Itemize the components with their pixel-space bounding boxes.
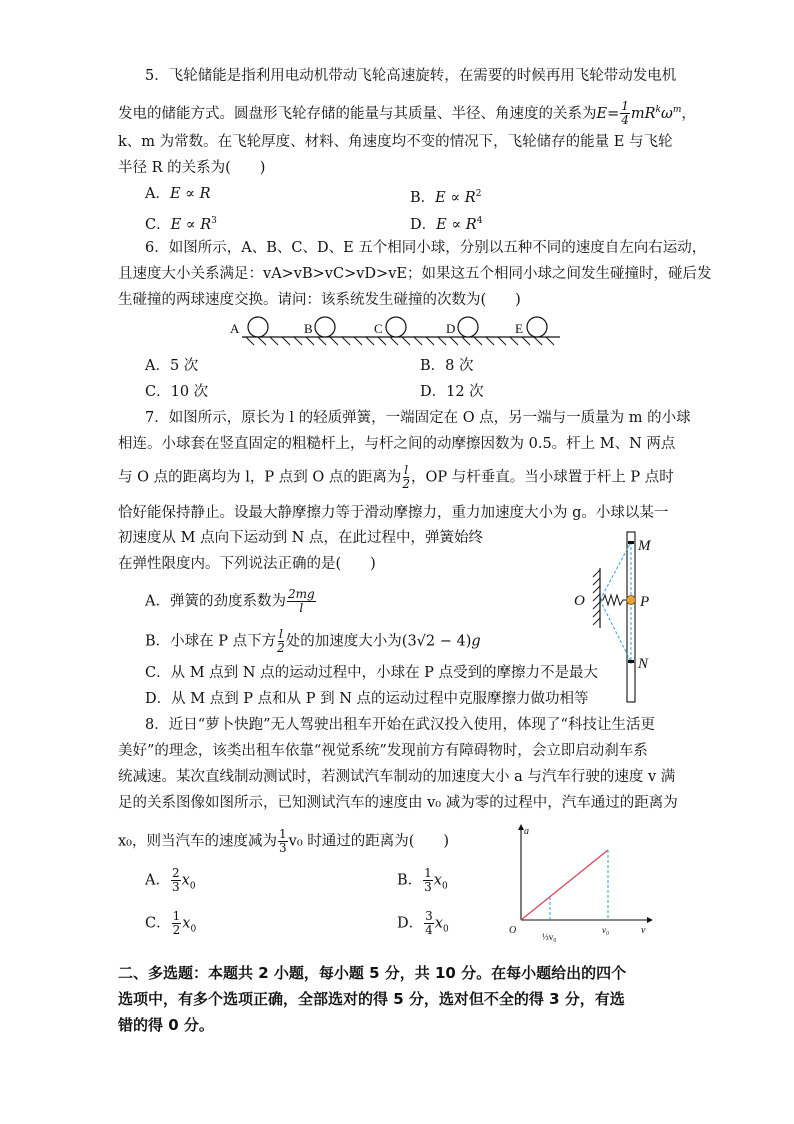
q6-line2: 且速度大小关系满足：vA>vB>vC>vD>vE；如果这五个相同小球之间发生碰撞时，碰后发	[118, 266, 712, 282]
origin-label: O	[509, 925, 517, 936]
q5-formula: E= $\frac{1}{4}$ $mR^k\omega^m$	[596, 99, 682, 128]
q7-line3: 与 O 点的距离均为 l，P 点到 O 点的距离为 $\frac{l}{2}$ ，OP 与杆垂直。当小球置于杆上 P 点时	[118, 463, 674, 491]
ball-d	[458, 317, 478, 337]
q8-line5: x₀，则当汽车的速度减为 $\frac{1}{3}$ v₀ 时通过的距离为( )	[118, 827, 450, 855]
q5-line1: 5．飞轮储能是指利用电动机带动飞轮高速旋转，在需要的时候再用飞轮带动发电机	[145, 68, 677, 84]
label-o: O	[574, 593, 585, 609]
q5-option-d[interactable]: D．$E \propto R^4$	[410, 216, 483, 233]
ball-b	[315, 317, 335, 337]
v0-label: v₀	[602, 925, 610, 935]
q8-line1: 8．近日“萝卜快跑”无人驾驶出租车开始在武汉投入使用，体现了“科技让生活更	[145, 717, 655, 733]
q5-line2: 发电的储能方式。圆盘形飞轮存储的能量与其质量、半径、角速度的关系为E= $\frac{1}{4}$ $mR^k\omega^m$，	[118, 99, 696, 128]
xlabel: v	[641, 925, 646, 936]
q7-line6: 在弹性限度内。下列说法正确的是( )	[118, 556, 376, 572]
q5-line4: 半径 R 的关系为( )	[118, 160, 266, 176]
q7-option-c[interactable]: C．从 M 点到 N 点的运动过程中，小球在 P 点受到的摩擦力不是最大	[145, 665, 599, 681]
q7-line1: 7．如图所示，原长为 l 的轻质弹簧，一端固定在 O 点，另一端与一质量为 m 的小球	[145, 410, 691, 426]
label-c: C	[374, 321, 383, 336]
label-m: M	[638, 538, 651, 554]
q5-line3: k、m 为常数。在飞轮厚度、材料、角速度均不变的情况下，飞轮储存的能量 E 与飞轮	[118, 134, 673, 150]
q8-option-a[interactable]: A． $\frac{2}{3}$ $x_0$	[145, 866, 196, 894]
q6-option-b[interactable]: B．8 次	[420, 358, 474, 374]
label-n: N	[638, 656, 649, 672]
q6-balls-figure	[228, 312, 568, 352]
q8-line2: 美好”的理念，该类出租车依靠“视觉系统”发现前方有障碍物时，会立即启动刹车系	[118, 743, 648, 759]
q6-line1: 6．如图所示，A、B、C、D、E 五个相同小球，分别以五种不同的速度自左向右运动，	[145, 240, 707, 256]
q7-option-b[interactable]: B．小球在 P 点下方 $\frac{l}{2}$ 处的加速度大小为(3√2 − 4)g	[145, 627, 481, 655]
q6-option-a[interactable]: A．5 次	[145, 358, 199, 374]
q8-option-c[interactable]: C． $\frac{1}{2}$ $x_0$	[145, 909, 197, 937]
q8-option-b[interactable]: B． $\frac{1}{3}$ $x_0$	[397, 866, 448, 894]
q6-option-c[interactable]: C．10 次	[145, 384, 209, 400]
ball-e	[527, 317, 547, 337]
ball	[627, 596, 636, 605]
q8-line4: 足的关系图像如图所示，已知测试汽车的速度由 v₀ 减为零的过程中，汽车通过的距离为	[118, 795, 678, 811]
ball-c	[386, 317, 406, 337]
q7-line2: 相连。小球套在竖直固定的粗糙杆上，与杆之间的动摩擦因数为 0.5。杆上 M、N 两点	[118, 436, 676, 452]
section2-line2: 选项中，有多个选项正确，全部选对的得 5 分，选对但不全的得 3 分，有选	[118, 990, 625, 1008]
av-line	[521, 850, 608, 920]
q5-line2-text: 发电的储能方式。圆盘形飞轮存储的能量与其质量、半径、角速度的关系为	[118, 105, 597, 122]
q7-option-a[interactable]: A．弹簧的劲度系数为 $\frac{2mg}{l}$	[145, 587, 315, 615]
section2-line1: 二、多选题：本题共 2 小题，每小题 5 分，共 10 分。在每小题给出的四个	[118, 964, 627, 982]
label-e: E	[515, 321, 523, 336]
ylabel: a	[524, 826, 529, 837]
q5-option-c[interactable]: C．$E \propto R^3$	[145, 216, 217, 233]
label-d: D	[446, 321, 456, 336]
q7-spring-figure	[570, 528, 670, 708]
q8-option-d[interactable]: D． $\frac{3}{4}$ $x_0$	[397, 909, 449, 937]
q7-option-d[interactable]: D．从 M 点到 P 点和从 P 到 N 点的运动过程中克服摩擦力做功相等	[145, 691, 589, 707]
label-b: B	[304, 321, 313, 336]
q7-line5: 初速度从 M 点向下运动到 N 点，在此过程中，弹簧始终	[118, 530, 483, 546]
q8-av-graph	[505, 820, 655, 948]
q6-option-d[interactable]: D．12 次	[420, 384, 484, 400]
q5-option-a[interactable]: A．E ∝ R	[145, 186, 211, 202]
ball-a	[248, 317, 268, 337]
q8-line3: 统减速。某次直线制动测试时，若测试汽车制动的加速度大小 a 与汽车行驶的速度 v 满	[118, 769, 676, 785]
v0-third-label: ⅓v₀	[542, 932, 557, 942]
label-p: P	[640, 594, 650, 610]
q5-option-b[interactable]: B．$E \propto R^2$	[410, 189, 482, 206]
q7-line4: 恰好能保持静止。设最大静摩擦力等于滑动摩擦力，重力加速度大小为 g。小球以某一	[118, 505, 669, 521]
label-a: A	[230, 321, 240, 336]
q6-line3: 生碰撞的两球速度交换。请问：该系统发生碰撞的次数为( )	[118, 292, 521, 308]
section2-line3: 错的得 0 分。	[118, 1016, 214, 1034]
